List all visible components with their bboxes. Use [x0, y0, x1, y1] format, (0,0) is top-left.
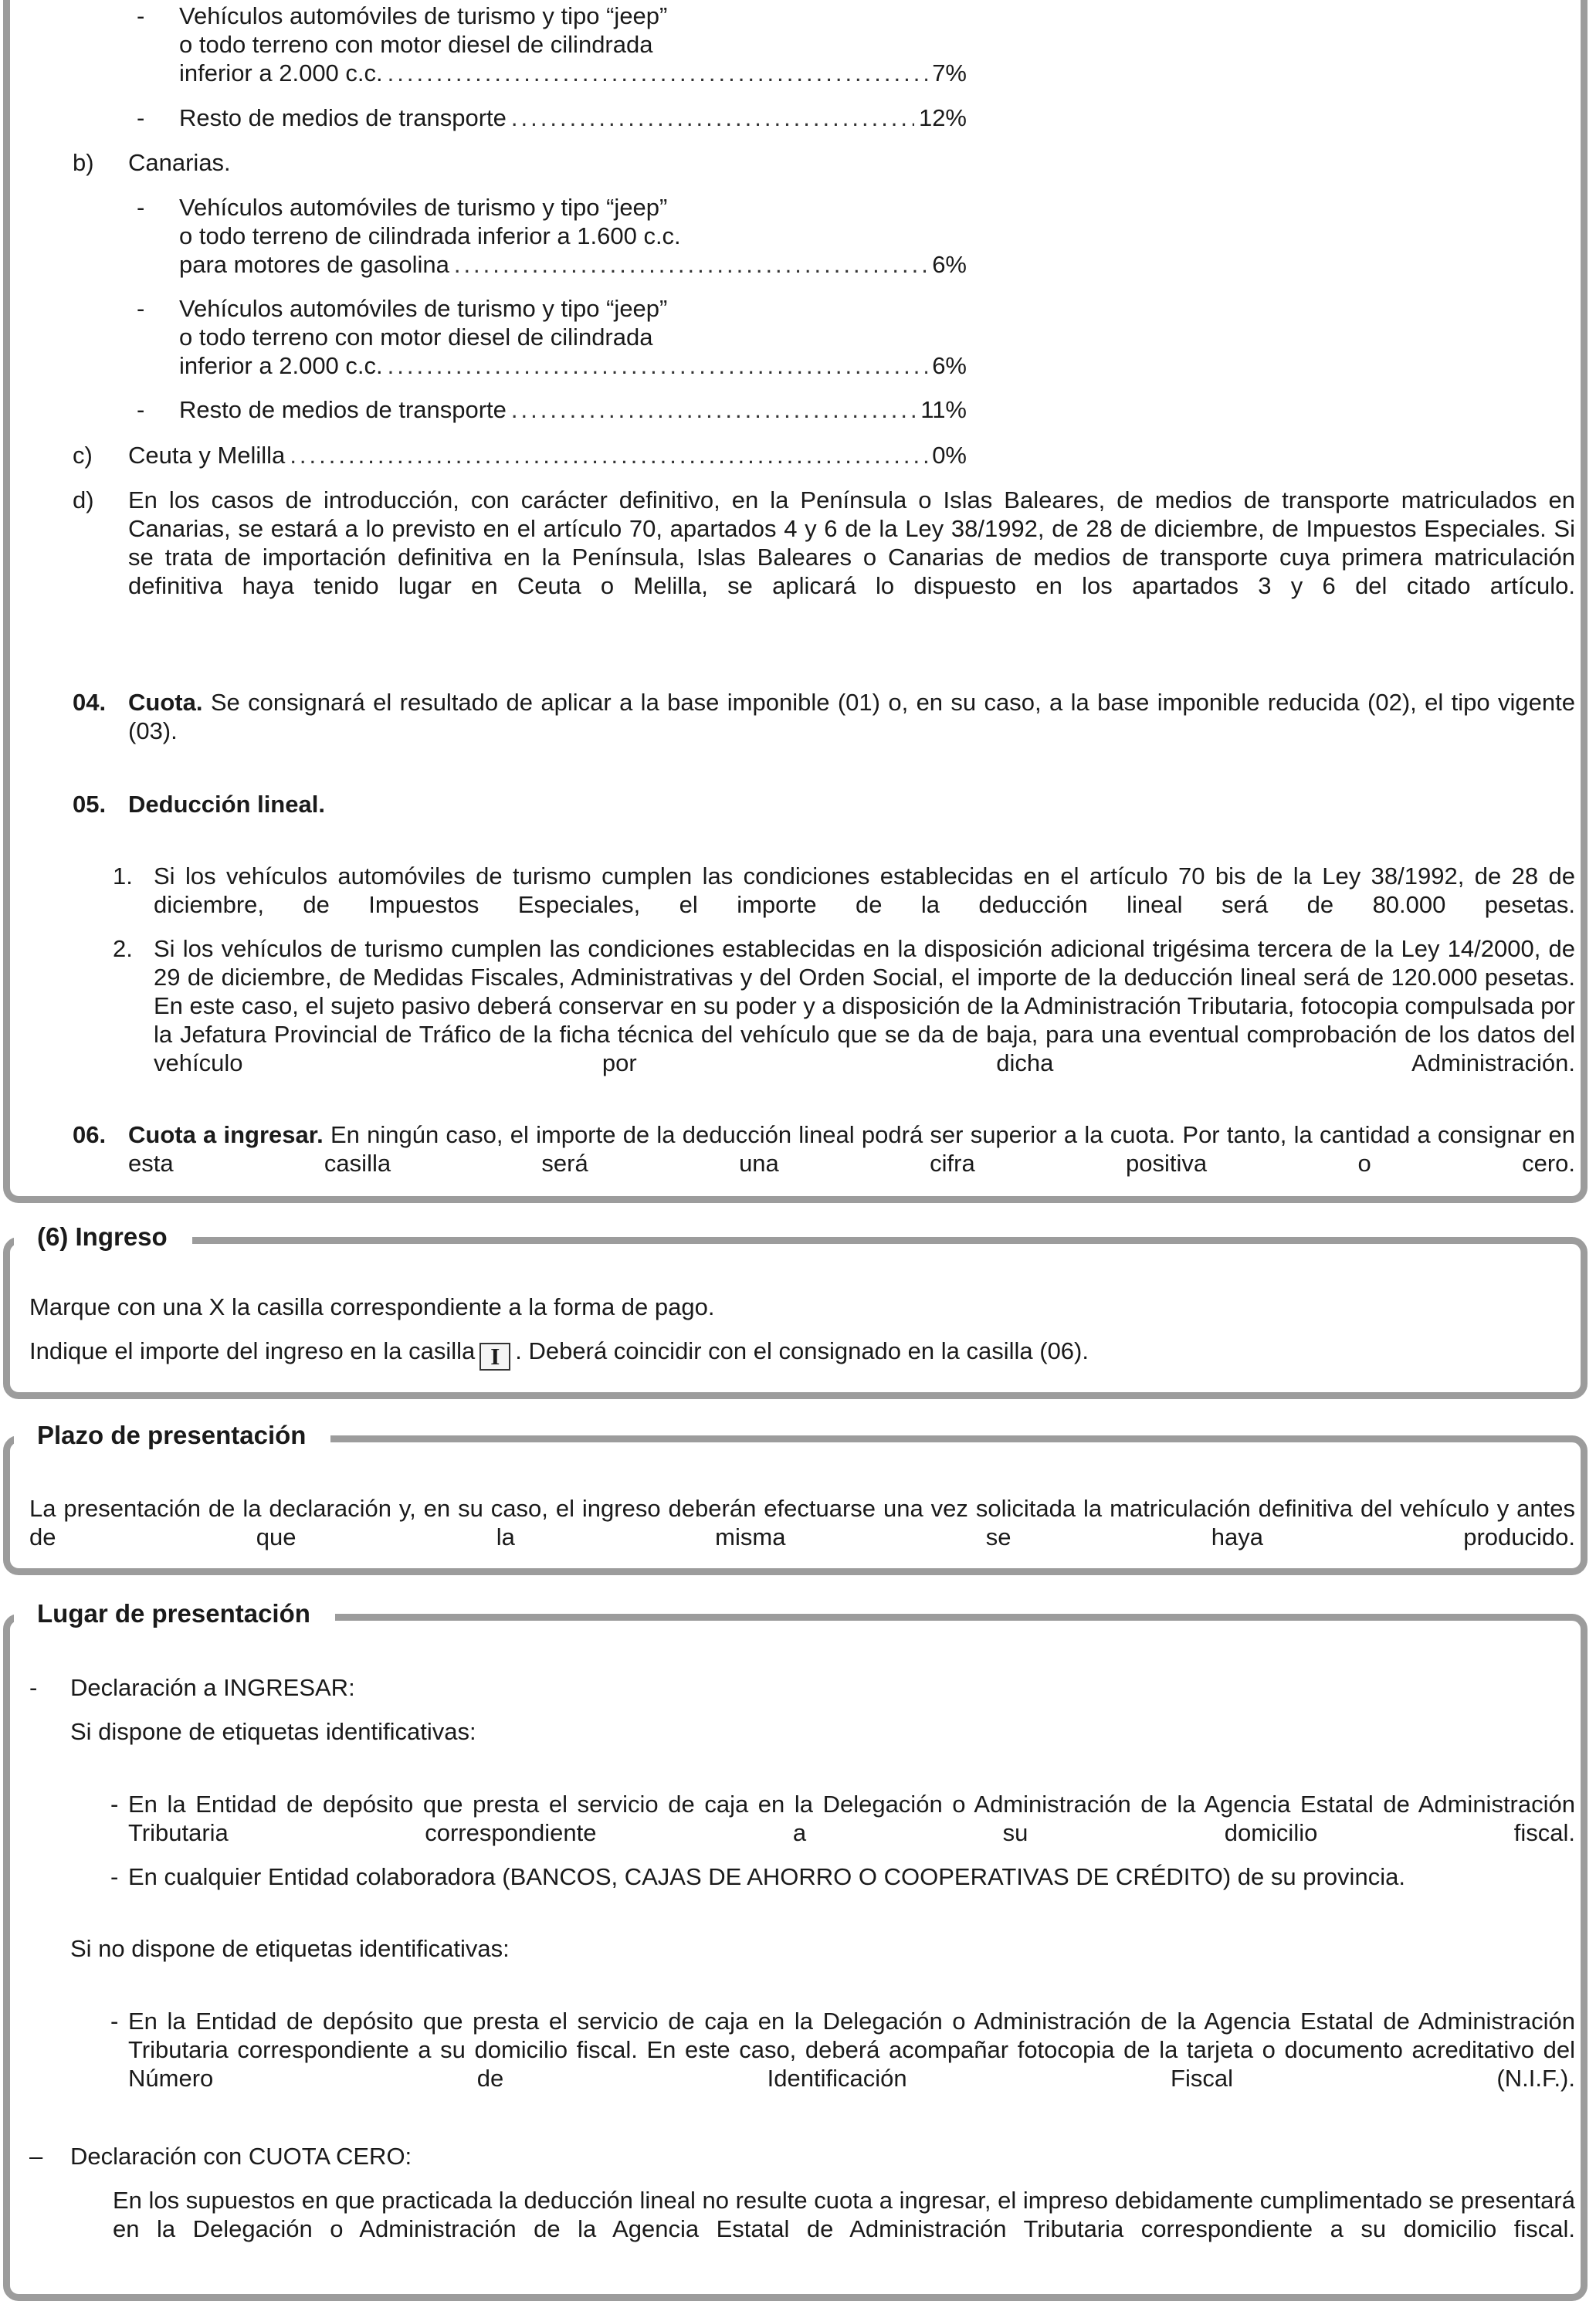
leader-dots	[388, 59, 928, 87]
list-number: 2.	[113, 935, 133, 962]
dash: -	[110, 1791, 119, 1818]
tipo-rate-row	[179, 250, 967, 279]
list-number: 1.	[113, 862, 133, 890]
lugar-subtitle: Si dispone de etiquetas identificativas:	[70, 1718, 476, 1745]
leader-dots	[388, 351, 928, 380]
section-number: 04.	[73, 689, 107, 716]
item-label: b)	[73, 149, 94, 176]
list-item: En la Entidad de depósito que presta el servicio de caja en la Delegación o Administración de la Agencia Estatal de Administración Tributaria correspondiente a su domicilio fiscal.	[128, 1791, 1575, 1846]
tipo-rate: 0%	[932, 442, 967, 469]
paragraph	[128, 1120, 1575, 1206]
ingreso-text: Indique el importe del ingreso en la casilla	[29, 1337, 476, 1364]
section-title: Cuota.	[128, 689, 203, 716]
dash: -	[110, 1863, 119, 1890]
ingreso-line	[29, 1337, 1089, 1371]
leader-dots	[511, 103, 914, 132]
dash: –	[29, 2143, 43, 2170]
tipo-rate: 6%	[932, 251, 967, 278]
tipo-line: Vehículos automóviles de turismo y tipo “jeep”	[179, 2, 668, 29]
tipo-rate: 6%	[932, 352, 967, 379]
section-text: En ningún caso, el importe de la deducción lineal podrá ser superior a la cuota. Por tanto, la cantidad a consignar en esta casilla será una cifra positiva o cero.	[128, 1121, 1575, 1177]
tipo-rate-row	[179, 351, 967, 380]
tipo-rate-row	[179, 395, 967, 424]
tipo-line: Resto de medios de transporte	[179, 396, 507, 423]
leader-dots	[290, 441, 927, 469]
leader-dots	[511, 395, 916, 424]
tipo-line: para motores de gasolina	[179, 251, 449, 278]
lugar-subtitle: Declaración con CUOTA CERO:	[70, 2143, 412, 2170]
item-title: Canarias.	[128, 149, 231, 176]
lugar-subtitle: Si no dispone de etiquetas identificativas:	[70, 1935, 510, 1962]
section-number: 06.	[73, 1121, 107, 1148]
item-label: c)	[73, 442, 93, 469]
list-item: Si los vehículos de turismo cumplen las condiciones establecidas en la disposición adicional trigésima tercera de la Ley 14/2000, de 29 de diciembre, de Medidas Fiscales, Administrativas y del Orden Social, el importe de la deducción lineal será de 120.000 pesetas. En este caso, el sujeto pasivo deberá conservar en su poder y a disposición de la Administración Tributaria, fotocopia compulsada por la Jefatura Provincial de Tráfico de la ficha técnica del vehículo que se da de baja, para una eventual comprobación de los datos del vehículo por dicha Administración.	[154, 935, 1575, 1076]
item-label: d)	[73, 486, 94, 513]
tipo-line: inferior a 2.000 c.c.	[179, 59, 383, 86]
leader-dots	[454, 250, 927, 279]
list-item: En cualquier Entidad colaboradora (BANCOS, CAJAS DE AHORRO O COOPERATIVAS DE CRÉDITO) de su provincia.	[128, 1863, 1405, 1890]
casilla-I-box: I	[479, 1343, 510, 1371]
tipo-rate: 7%	[932, 59, 967, 86]
ingreso-line: Marque con una X la casilla correspondiente a la forma de pago.	[29, 1293, 715, 1320]
tipo-line: Resto de medios de transporte	[179, 104, 507, 131]
ingreso-title: (6) Ingreso	[14, 1220, 192, 1254]
lugar-subtitle: Declaración a INGRESAR:	[70, 1674, 355, 1701]
paragraph: En los casos de introducción, con carácter definitivo, en la Península o Islas Baleares, de medios de transporte matriculados en Canarias, se estará a lo previsto en el artículo 70, apartados 4 y 6 de la Ley 38/1992, de 28 de diciembre, de Impuestos Especiales. Si se trata de importación definitiva en la Península, Islas Baleares o Canarias de medios de transporte cuya primera matriculación definitiva haya tenido lugar en Ceuta o Melilla, se aplicará lo dispuesto en los apartados 3 y 6 del citado artículo.	[128, 486, 1575, 599]
tipo-line: o todo terreno con motor diesel de cilindrada	[179, 324, 653, 351]
list-item: Si los vehículos automóviles de turismo cumplen las condiciones establecidas en el artículo 70 bis de la Ley 38/1992, de 28 de diciembre, de Impuestos Especiales, el importe de la deducción lineal será de 80.000 pesetas.	[154, 862, 1575, 918]
paragraph: En los supuestos en que practicada la deducción lineal no resulte cuota a ingresar, el impreso debidamente cumplimentado se presentará en la Delegación o Administración de la Agencia Estatal de Administración Tributaria correspondiente a su domicilio fiscal.	[113, 2187, 1575, 2242]
dash: -	[137, 194, 145, 221]
dash: -	[137, 2, 145, 29]
dash: -	[137, 396, 145, 423]
paragraph	[128, 688, 1575, 774]
dash: -	[29, 1674, 38, 1701]
tipo-rate: 11%	[920, 396, 967, 423]
list-item: En la Entidad de depósito que presta el servicio de caja en la Delegación o Administración de la Agencia Estatal de Administración Tributaria correspondiente a su domicilio fiscal. En este caso, deberá acompañar fotocopia de la tarjeta o documento acreditativo del Número de Identificación Fiscal (N.I.F.).	[128, 2008, 1575, 2092]
tipo-line: Vehículos automóviles de turismo y tipo “jeep”	[179, 194, 668, 221]
tipo-line: inferior a 2.000 c.c.	[179, 352, 383, 379]
section-title: Deducción lineal.	[128, 791, 325, 818]
tipo-rate-row	[179, 59, 967, 87]
tipo-rate: 12%	[918, 104, 967, 131]
item-title: Ceuta y Melilla	[128, 442, 286, 469]
tipo-rate-row	[179, 103, 967, 132]
dash: -	[137, 295, 145, 322]
section-text: Se consignará el resultado de aplicar a la base imponible (01) o, en su caso, a la base imponible reducida (02), el tipo vigente (03).	[128, 689, 1575, 744]
lugar-title: Lugar de presentación	[14, 1597, 335, 1631]
paragraph: La presentación de la declaración y, en su caso, el ingreso deberán efectuarse una vez solicitada la matriculación definitiva del vehículo y antes de que la misma se haya producido.	[29, 1495, 1575, 1550]
dash: -	[110, 2008, 119, 2035]
dash: -	[137, 104, 145, 131]
tipo-line: Vehículos automóviles de turismo y tipo “jeep”	[179, 295, 668, 322]
ingreso-text: . Deberá coincidir con el consignado en la casilla (06).	[515, 1337, 1089, 1364]
tipo-rate-row	[128, 441, 967, 469]
plazo-title: Plazo de presentación	[14, 1418, 330, 1452]
tipo-line: o todo terreno de cilindrada inferior a 1.600 c.c.	[179, 222, 681, 249]
section-number: 05.	[73, 791, 107, 818]
section-title: Cuota a ingresar.	[128, 1121, 324, 1148]
tipo-line: o todo terreno con motor diesel de cilindrada	[179, 31, 653, 58]
